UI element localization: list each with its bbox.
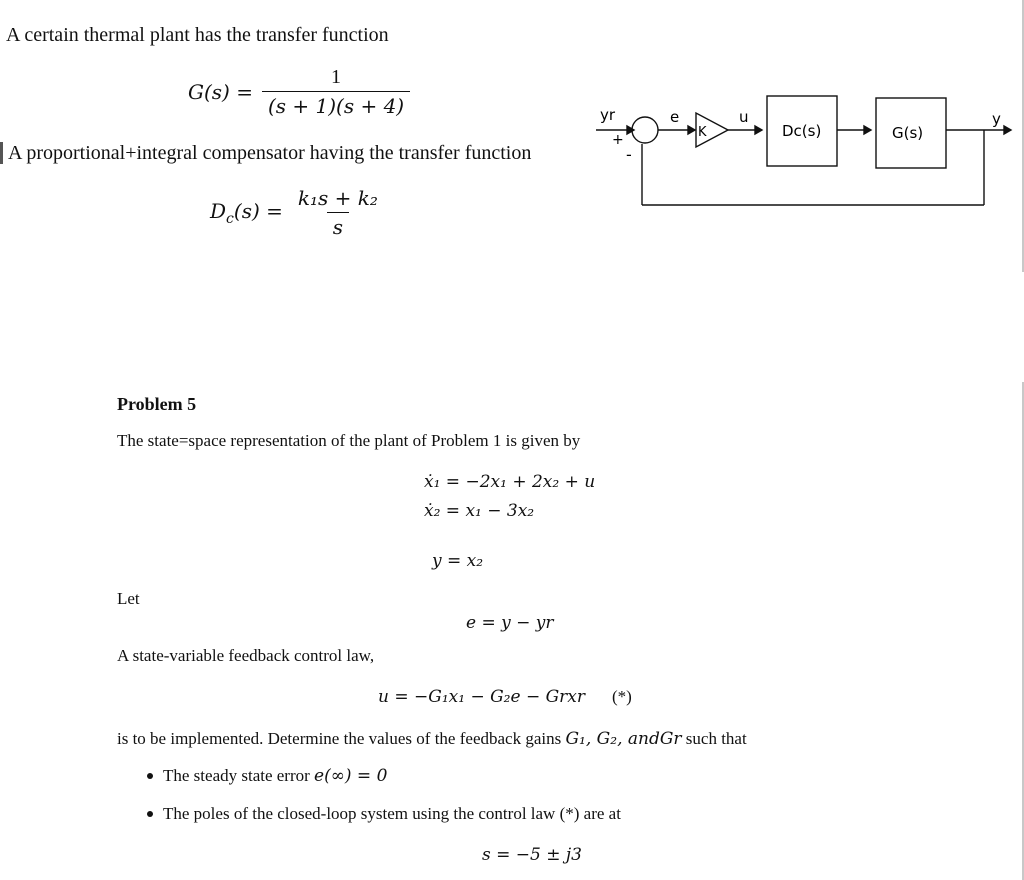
- left-edge-mark: [0, 142, 3, 164]
- bullet-2-text: The poles of the closed-loop system using the control law (*) are at: [163, 804, 621, 823]
- dc-fraction: [292, 186, 384, 239]
- plant-transfer-function: [188, 66, 410, 118]
- summing-junction: [632, 117, 658, 143]
- gain-label: K: [698, 125, 707, 140]
- bullet-1-math: e(∞) = 0: [314, 766, 388, 786]
- state-equation-1: ẋ₁ = −2x₁ + 2x₂ + u: [424, 472, 596, 492]
- dc-lhs: [210, 198, 283, 227]
- dc-denominator: s: [327, 212, 349, 239]
- y-label: y: [992, 110, 1001, 128]
- bullet-2-dot: [147, 811, 153, 817]
- output-arrow: [1004, 126, 1011, 134]
- dc-lhs-rest: (s) =: [233, 198, 283, 223]
- yr-label: yr: [600, 106, 616, 124]
- output-equation: y = x₂: [432, 551, 484, 571]
- implement-text: is to be implemented. Determine the values of the feedback gains: [117, 729, 562, 748]
- let-text: Let: [117, 589, 140, 608]
- problem-title: Problem 5: [117, 394, 197, 414]
- e-label: e: [670, 108, 680, 126]
- compensator-transfer-function: [210, 186, 384, 239]
- g-numerator: 1: [331, 66, 342, 88]
- g-denominator: (s + 1)(s + 4): [262, 91, 410, 118]
- block-diagram: [590, 88, 1020, 213]
- control-law-equation: u = −G₁x₁ − G₂e − Grxr: [378, 687, 586, 707]
- plus-sign: +: [612, 132, 624, 148]
- dc-lhs-sub: c: [226, 210, 234, 227]
- control-law-tag: (*): [612, 687, 632, 706]
- such-that-text: such that: [685, 729, 747, 748]
- minus-sign: -: [626, 145, 632, 164]
- bullet-1-text: The steady state error: [163, 766, 310, 785]
- e-arrow: [688, 126, 695, 134]
- bullet-1-dot: [147, 773, 153, 779]
- g-fraction: [262, 66, 410, 118]
- dc-to-g-arrow: [864, 126, 871, 134]
- error-equation: e = y − yr: [466, 613, 554, 633]
- g-lhs: G(s) =: [188, 80, 253, 104]
- intro-line-1: A certain thermal plant has the transfer function: [6, 24, 389, 46]
- gains-list: G₁, G₂, andGr: [565, 729, 682, 749]
- bullet-1: [163, 766, 387, 786]
- g-block-label: G(s): [892, 124, 924, 142]
- dc-numerator: k₁s + k₂: [297, 186, 378, 210]
- problem-statement: The state=space representation of the plant of Problem 1 is given by: [117, 431, 581, 450]
- state-equation-2: ẋ₂ = x₁ − 3x₂: [424, 501, 535, 521]
- dc-lhs-d: D: [210, 198, 227, 223]
- poles-equation: s = −5 ± j3: [482, 845, 582, 865]
- dc-block-label: Dc(s): [782, 122, 822, 140]
- u-label: u: [739, 108, 749, 126]
- law-text: A state-variable feedback control law,: [117, 646, 375, 665]
- implement-sentence: [117, 729, 747, 749]
- intro-line-2: A proportional+integral compensator having the transfer function: [8, 142, 532, 164]
- u-arrow: [755, 126, 762, 134]
